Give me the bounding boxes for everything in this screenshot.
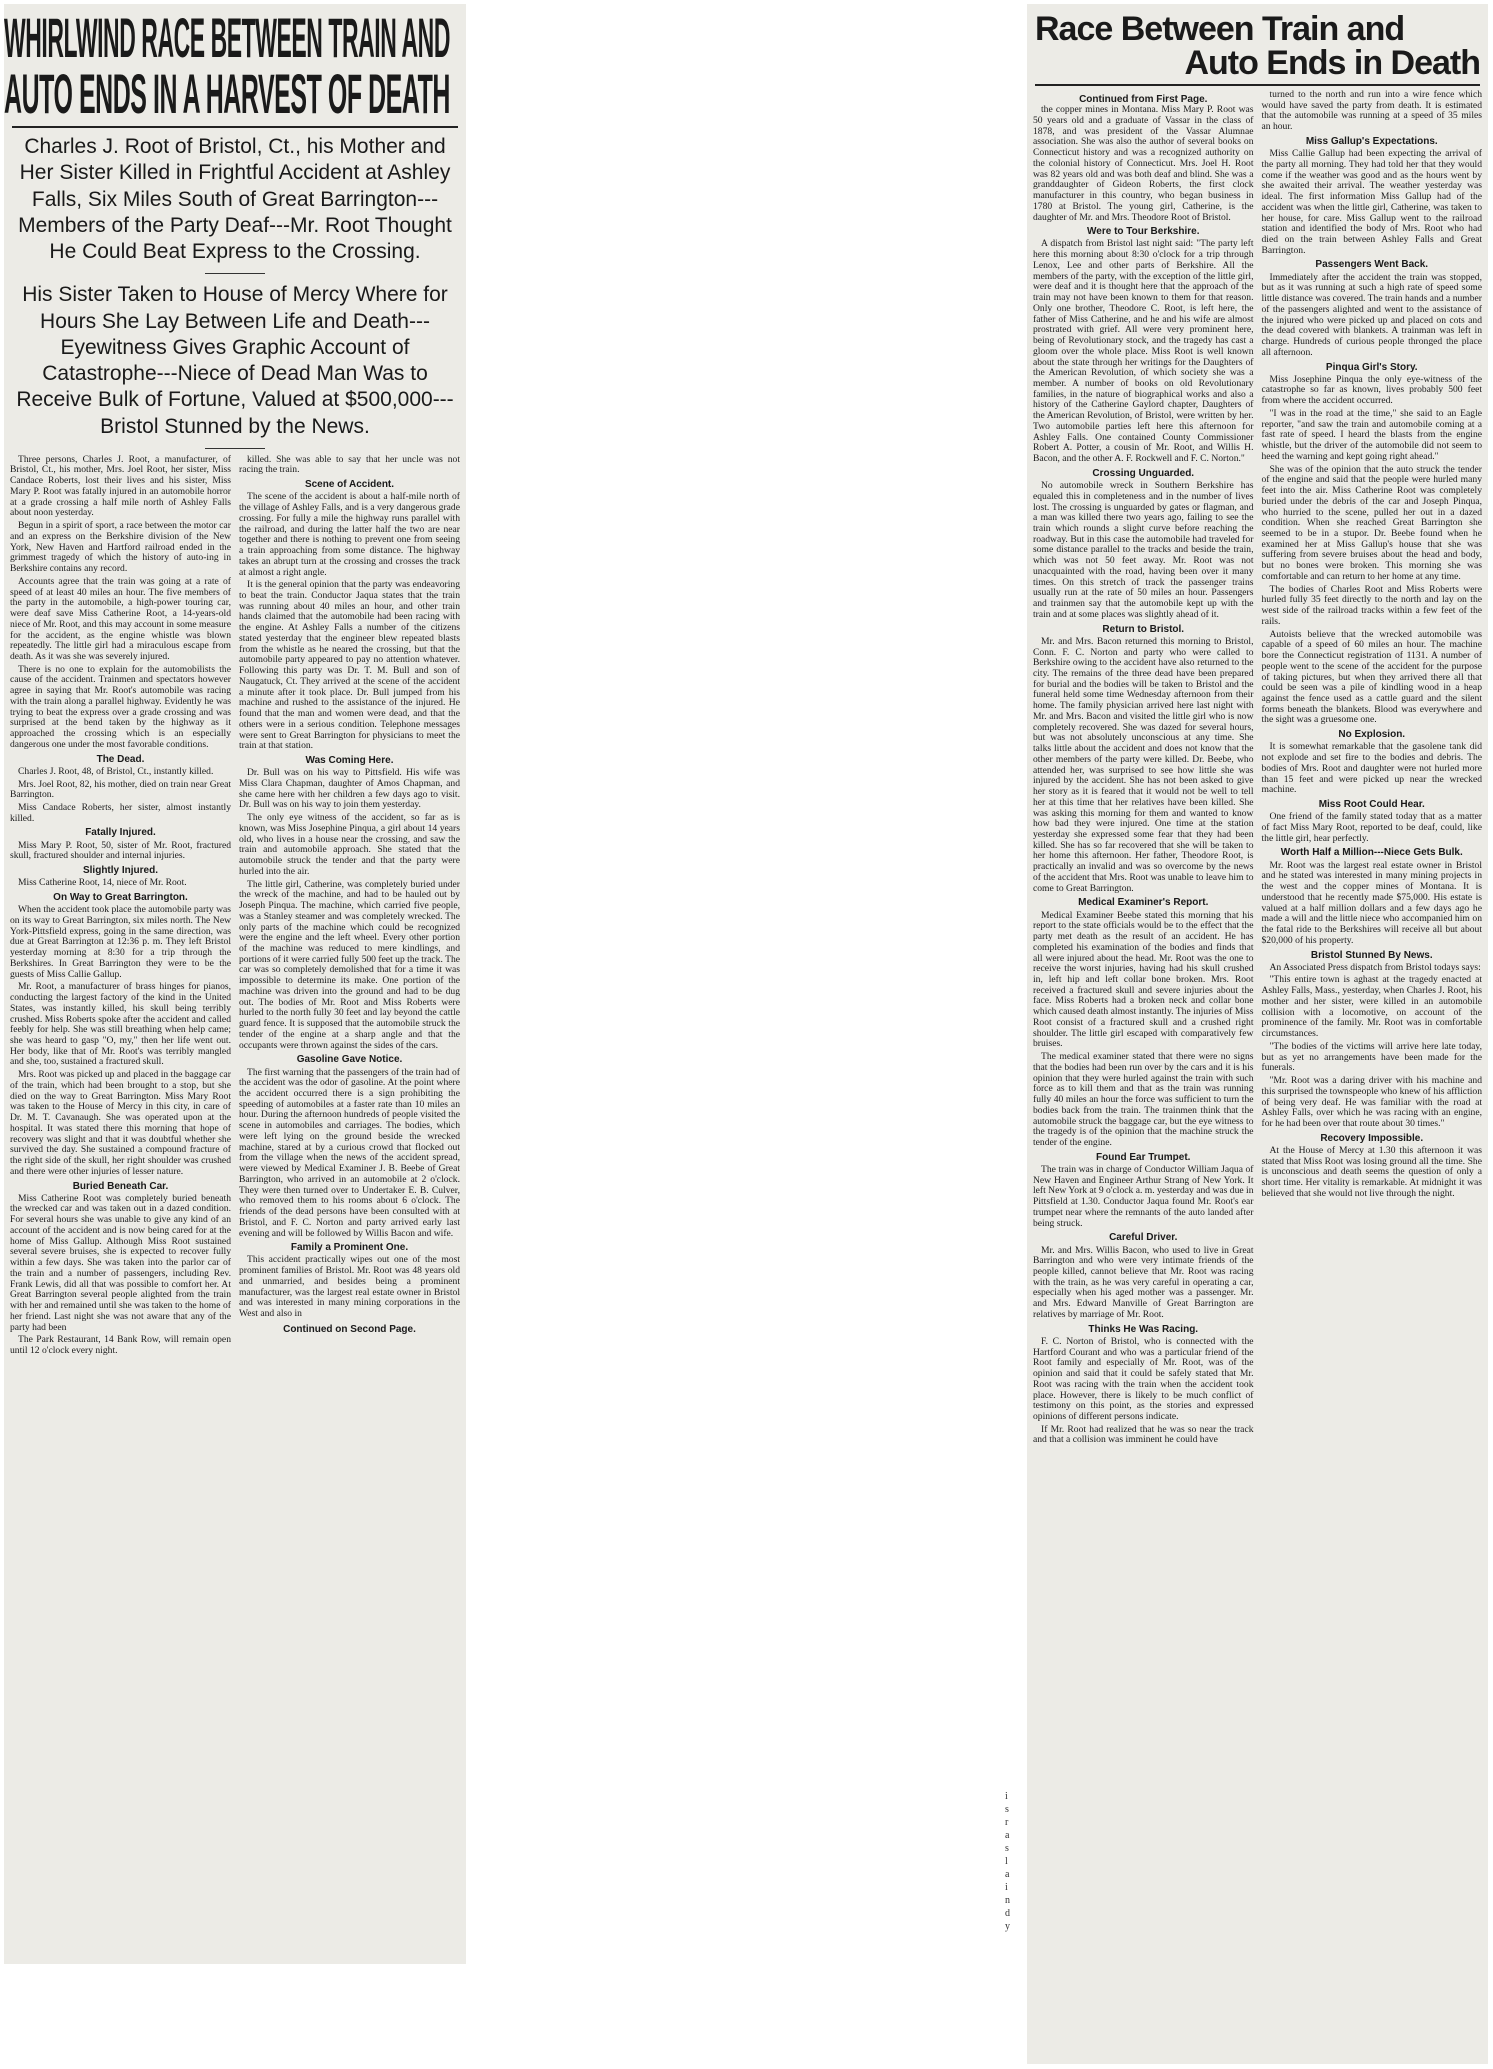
deck-divider xyxy=(205,273,265,274)
article-paragraph: Miss Candace Roberts, her sister, almost instantly killed. xyxy=(10,801,231,824)
article-column-1 xyxy=(10,455,231,1359)
article-paragraph: Mr. Root was the largest real estate owner in Bristol and he stated was interested in many mining projects in the west and the copper mines of Montana. It is understood that he recently made $75,000. His estate is valued at a half million dollars and a few days ago he made a will and the little niece who accompanied him on the fatal ride to the Berkshires will receive all but about $20,000 of his property. xyxy=(1261,859,1482,946)
article-paragraph: Accounts agree that the train was going at a rate of speed of at least 40 miles an hour. The five members of the party in the automobile, a high-power touring car, were deaf save Miss Catherine Root, a 14-years-old niece of Mr. Root, and this may account in some measure for the accident, as the engine whistle was blown repeatedly. The little girl had a miraculous escape from death. As it was she was severely injured. xyxy=(10,575,231,662)
section-subhead: Scene of Accident. xyxy=(304,479,395,491)
article-paragraph: F. C. Norton of Bristol, who is connected with the Hartford Courant and who was a particular friend of the Root family and especially of Mr. Root, was of the opinion and said that it could be safely stated that Mr. Root was racing with the train when the accident took place. However, there is likely to be much conflict of testimony on this point, as the stories and expressed opinions of different persons indicate. xyxy=(1033,1335,1254,1423)
edge-letter: a xyxy=(1005,1869,1010,1880)
continued-note: Continued from First Page. xyxy=(1079,94,1208,105)
section-subhead: Worth Half a Million---Niece Gets Bulk. xyxy=(1280,847,1463,859)
article-paragraph: At the House of Mercy at 1.30 this afternoon it was stated that Miss Root was losing ground all the time. She is unconscious and death seems the question of only a short time. Her vitality is remarkable. At midnight it was believed that she would not live through the night. xyxy=(1261,1144,1482,1199)
main-headline xyxy=(4,4,466,125)
section-subhead: Slightly Injured. xyxy=(82,865,158,877)
section-subhead: Were to Tour Berkshire. xyxy=(1087,226,1200,238)
article-paragraph: It is the general opinion that the party was endeavoring to beat the train. Conductor Jaqua states that the train was running about 40 miles an hour, and other train hands claimed that the automobile had been racing with the engine. At Ashley Falls a number of the citizens stated yesterday that the engineer blew repeated blasts from the whistle as he neared the crossing, but that the automobile party appeared to pay no attention whatever. Following this party was Dr. T. M. Bull and son of Naugatuck, Ct. They arrived at the scene of the accident a minute after it took place. Dr. Bull jumped from his machine and rushed to the assistance of the injured. He found that the man and women were dead, and that the others were in a serious condition. Telephone messages were sent to Great Barrington for physicians to meet the train at that station. xyxy=(239,579,460,752)
deck-primary: Charles J. Root of Bristol, Ct., his Mother and Her Sister Killed in Frightful Accident at Ashley Falls, Six Miles South of Great Barrington---Members of the Party Deaf---Mr. Root Thought He Could Beat Express to the Crossing. xyxy=(18,135,452,263)
article-paragraph: The train was in charge of Conductor William Jaqua of New Haven and Engineer Arthur Strang of New York. It left New York at 9 o'clock a. m. yesterday and was due in Pittsfield at 1.30. Conductor Jaqua found Mr. Root's ear trumpet near where the remnants of the auto landed after being struck. xyxy=(1033,1163,1254,1229)
article-paragraph: The bodies of Charles Root and Miss Roberts were hurled fully 35 feet directly to the north and lay on the west side of the railroad tracks within a few feet of the rails. xyxy=(1261,583,1482,627)
continuation-headline-line-1: Race Between Train and xyxy=(1035,10,1405,48)
edge-letter: n xyxy=(1005,1895,1010,1906)
article-paragraph: Immediately after the accident the train was stopped, but as it was running at such a high rate of speed some little distance was covered. The train hands and a number of the passengers alighted and went to the assistance of the injured who were picked up and placed on cots and the dead covered with blankets. A trainman was left in charge. Hundreds of curious people thronged the place all afternoon. xyxy=(1261,271,1482,358)
article-paragraph: The only eye witness of the accident, so far as is known, was Miss Josephine Pinqua, a girl about 14 years old, who lives in a house near the crossing, and saw the train and automobile approach. She stated that the automobile struck the tender and that the party were hurled into the air. xyxy=(239,812,460,877)
article-paragraph: One friend of the family stated today that as a matter of fact Miss Mary Root, reported to be deaf, could, like the little girl, hear perfectly. xyxy=(1261,811,1482,844)
edge-letter: i xyxy=(1005,1791,1008,1802)
continuation-clipping xyxy=(1027,4,1488,2064)
article-paragraph: the copper mines in Montana. Miss Mary P. Root was 50 years old and a graduate of Vassar in the class of 1878, and was president of the Vassar Alumnae association. She was also the author of several books on Connecticut history and was a recognized authority on the colonial history of Connecticut. Mrs. Joel H. Root was 82 years old and was both deaf and blind. She was a granddaughter of Gideon Roberts, the first clock manufacturer in this country, who began business in 1780 at Bristol. The young girl, Catherine, is the daughter of Mr. and Mrs. Theodore Root of Bristol. xyxy=(1033,104,1254,223)
continuation-rule xyxy=(1035,84,1480,86)
section-subhead: Return to Bristol. xyxy=(1102,623,1185,635)
article-columns xyxy=(4,455,466,1359)
section-subhead: Crossing Unguarded. xyxy=(1092,467,1195,479)
section-subhead: Miss Gallup's Expectations. xyxy=(1305,135,1438,147)
article-paragraph: Dr. Bull was on his way to Pittsfield. His wife was Miss Clara Chapman, daughter of Amos Chapman, and she came here with her children a few days ago to visit. Dr. Bull was on his way to join them yesterday. xyxy=(239,767,460,811)
article-paragraph: The little girl, Catherine, was completely buried under the wreck of the machine, and had to be hauled out by Joseph Pinqua. The machine, which carried five people, was a Stanley steamer and was completely wrecked. The only parts of the machine which could be recognized were the engine and the left wheel. Every other portion of the machine was reduced to mere kindlings, and portions of it were carried fully 500 feet up the track. The car was so completely demolished that for a time it was impossible to determine its make. One portion of the machine was driven into the ground and had to be dug out. The bodies of Mr. Root and Miss Roberts were hurled to the north fully 30 feet and lay beyond the cattle guard fence. It is supposed that the automobile struck the tender of the engine at a sharp angle and that the occupants were thrown against the sides of the cars. xyxy=(239,878,460,1051)
article-paragraph: killed. She was able to say that her uncle was not racing the train. xyxy=(239,453,460,476)
section-subhead: Careful Driver. xyxy=(1109,1232,1178,1244)
article-paragraph: The first warning that the passengers of the train had of the accident was the odor of gasoline. At the point where the accident occurred there is a sign prohibiting the speeding of automobiles at a faster rate than 10 miles an hour. During the afternoon hundreds of people visited the scene in automobiles and carriages. The bodies, which were left lying on the ground beside the wrecked machine, stared at by a curious crowd that flocked out from the village when the news of the accident spread, were viewed by Medical Examiner J. B. Beebe of Great Barrington, who arrived in an automobile at 2 o'clock. They were then turned over to Undertaker E. B. Culver, who removed them to his rooms about 6 o'clock. The friends of the dead persons have been consulted with at Bristol, and F. C. Norton and party arrived early last evening and will be followed by Willis Bacon and wife. xyxy=(239,1066,460,1239)
article-paragraph: Miss Catherine Root was completely buried beneath the wrecked car and was taken out in a dazed condition. For several hours she was unable to give any kind of an account of the accident and is now being cared for at the home of Miss Gallup. Although Miss Root sustained several severe bruises, she is expected to recover fully within a few days. She was taken into the parlor car of the train and a number of passengers, including Rev. Frank Lewis, did all that was possible to comfort her. At Great Barrington several people alighted from the train with her and remained until she was taken to the home of her friend. Last night she was not aware that any of the party had been xyxy=(10,1192,231,1333)
article-paragraph: Mr. Root, a manufacturer of brass hinges for pianos, conducting the largest factory of the kind in the United States, was instantly killed, his skull being terribly crushed. Miss Roberts spoke after the accident and called feebly for help. She was still breathing when help came; she was heard to gasp "O, my," then her life went out. Her body, like that of Mr. Root's was terribly mangled and she, too, sustained a fractured skull. xyxy=(10,981,231,1068)
article-paragraph: Autoists believe that the wrecked automobile was capable of a speed of 60 miles an hour. The machine bore the Connecticut registration of 1131. A number of people went to the scene of the accident for the purpose of taking pictures, but when they arrived there all that could be seen was a pile of kindling wood in a heap against the fence used as a cattle guard and the silent forms beneath the blankets. Blood was everywhere and the sight was a gruesome one. xyxy=(1261,628,1482,726)
article-paragraph: Miss Callie Gallup had been expecting the arrival of the party all morning. They had told her that they would come if the weather was good and as the hours went by she awaited their arrival. The weather yesterday was ideal. The first information Miss Gallup had of the accident was when the little girl, Catherine, was taken to her house, for care. Miss Gallup went to the railroad station and identified the body of Mrs. Root who had died on the train between Ashley Falls and Great Barrington. xyxy=(1261,148,1482,256)
article-paragraph: Mr. and Mrs. Bacon returned this morning to Bristol, Conn. F. C. Norton and party who were called to Berkshire owing to the accident have also returned to the city. The remains of the three dead have been prepared for burial and the bodies will be taken to Bristol and the funeral held some time Wednesday afternoon from their home. The family physician arrived here last night with Mr. and Mrs. Bacon and visited the little girl who is now completely recovered. She was dazed for several hours, but was not absolutely unconscious at any time. She talks little about the accident and does not know that the other members of the party were killed. Dr. Beebe, who attended her, was surprised to see how little she was injured by the accident. She has not been asked to give her story as it is feared that it would not be well to tell her at this time that her relatives have been killed. She was asking this morning for them and wanted to know how bad they were injured. One time at the station yesterday she expressed some fear that they had been killed. She has so far recovered that she will be taken to her home this afternoon. Her father, Theodore Root, is practically an invalid and was so overcome by the news of the accident that Mrs. Root was unable to leave him to come to Great Barrington. xyxy=(1033,635,1254,894)
edge-letter: s xyxy=(1005,1843,1009,1854)
article-paragraph: Miss Catherine Root, 14, niece of Mr. Root. xyxy=(18,877,187,889)
edge-letter: s xyxy=(1005,1804,1009,1815)
continuation-column-1 xyxy=(1033,90,1254,1448)
section-subhead: Found Ear Trumpet. xyxy=(1096,1151,1191,1163)
edge-letter: i xyxy=(1005,1882,1008,1893)
section-subhead: Was Coming Here. xyxy=(305,755,394,767)
article-paragraph: "The bodies of the victims will arrive here late today, but as yet no arrangements have been made for the funerals. xyxy=(1261,1040,1482,1074)
continuation-headline xyxy=(1027,4,1488,80)
headline-line-1: WHIRLWIND RACE BETWEEN TRAIN AND xyxy=(4,6,450,69)
section-subhead: The Dead. xyxy=(96,753,145,765)
article-paragraph: Miss Josephine Pinqua the only eye-witness of the catastrophe so far as known, lives probably 500 feet from where the accident occurred. xyxy=(1261,373,1482,407)
article-paragraph: If Mr. Root had realized that he was so near the track and that a collision was imminent he could have xyxy=(1033,1423,1254,1446)
article-paragraph: An Associated Press dispatch from Bristol todays says: xyxy=(1269,961,1481,973)
deck-secondary: His Sister Taken to House of Mercy Where for Hours She Lay Between Life and Death---Eyewitness Gives Graphic Account of Catastrophe---Niece of Dead Man Was to Receive Bulk of Fortune, Valued at $500,000---Bristol Stunned by the News. xyxy=(16,283,454,438)
section-subhead: Thinks He Was Racing. xyxy=(1088,1323,1199,1335)
section-subhead: Fatally Injured. xyxy=(85,827,156,839)
article-paragraph: When the accident took place the automobile party was on its way to Great Barrington, six miles north. The New York-Pittsfield express, going in the same direction, was due at Great Barrington at 12:36 p. m. They left Bristol yesterday morning at 8:30 for a trip through the Berkshires. In Great Barrington they were to be the guests of Miss Callie Gallup. xyxy=(10,904,231,980)
article-paragraph: Mrs. Joel Root, 82, his mother, died on train near Great Barrington. xyxy=(10,778,231,801)
edge-letter: a xyxy=(1005,1830,1010,1841)
article-paragraph: turned to the north and run into a wire fence which would have saved the party from death. It is estimated that the automobile was running at a speed of 35 miles an hour. xyxy=(1261,89,1482,133)
article-paragraph: Charles J. Root, 48, of Bristol, Ct., instantly killed. xyxy=(18,765,214,777)
edge-letter: y xyxy=(1005,1921,1010,1932)
section-subhead: Medical Examiner's Report. xyxy=(1078,897,1209,909)
section-subhead: Bristol Stunned By News. xyxy=(1310,949,1433,961)
article-paragraph: The Park Restaurant, 14 Bank Row, will remain open until 12 o'clock every night. xyxy=(10,1334,231,1357)
adjacent-page-edge-text xyxy=(1005,1790,1023,1933)
article-paragraph: "I was in the road at the time," she said to an Eagle reporter, "and saw the train and automobile coming at a fast rate of speed. I heard the blasts from the engine whistle, but the driver of the automobile did not seem to heed the warning and kept going right ahead." xyxy=(1261,407,1482,462)
article-paragraph: Medical Examiner Beebe stated this morning that his report to the state officials would be to the effect that the party met death as the result of an accident. He has completed his examination of the bodies and finds that all were injured about the head. Mr. Root was the one to receive the worst injuries, having had his skull crushed in, left hip and left collar bone broken. Mrs. Root received a fractured skull and severe injuries about the face. Miss Roberts had a broken neck and collar bone which caused death almost instantly. The injuries of Miss Root consist of a fractured skull and a crushed right shoulder. The little girl escaped with comparatively few bruises. xyxy=(1033,909,1254,1050)
section-subhead: Miss Root Could Hear. xyxy=(1318,799,1425,811)
section-subhead: No Explosion. xyxy=(1338,729,1406,741)
article-paragraph: No automobile wreck in Southern Berkshire has equaled this in completeness and in the number of lives lost. The crossing is unguarded by gates or flagman, and a man was killed there two years ago, failing to see the train which rounds a slight curve before reaching the roadway. But in this case the automobile had traveled for some distance parallel to the tracks and beside the train, which was not 50 feet away. Mr. Root was not unacquainted with the road, having been over it many times. On this stretch of track the passenger trains usually run at the rate of 50 miles an hour. Passengers and trainmen say that the automobile kept up with the train and at some places was slightly ahead of it. xyxy=(1033,480,1254,620)
article-paragraph: There is no one to explain for the automobilists the cause of the accident. Trainmen and spectators however agree in saying that Mr. Root's automobile was racing with the train along a parallel highway. Evidently he was trying to beat the express over a grade crossing and was surprised at the bend taken by the highway as it approached the crossing which is an especially dangerous one under the most favorable conditions. xyxy=(10,663,231,750)
continued-note: Continued on Second Page. xyxy=(283,1323,416,1335)
headline-line-2: AUTO ENDS IN A HARVEST OF DEATH xyxy=(4,62,450,125)
headline-rule xyxy=(12,126,458,128)
deck-divider-2 xyxy=(205,448,265,449)
article-paragraph: Mrs. Root was picked up and placed in the baggage car of the train, which had been brought to a stop, but she died on the way to Great Barrington. Miss Mary Root was taken to the House of Mercy in this city, in care of Dr. M. T. Cavanaugh. She was operated upon at the hospital. It was stated there this morning that hope of recovery was slight and that it was doubtful whether she survived the day. She sustained a compound fracture of the right side of the skull, her right shoulder was crushed and there were other injuries of lesser nature. xyxy=(10,1069,231,1177)
article-paragraph: This accident practically wipes out one of the most prominent families of Bristol. Mr. Root was 48 years old and unmarried, and besides being a prominent manufacturer, was the largest real estate owner in Bristol and was interested in many mining corporations in the West and also in xyxy=(239,1254,460,1320)
edge-letter: r xyxy=(1005,1817,1009,1828)
article-paragraph: It is somewhat remarkable that the gasolene tank did not explode and set fire to the bodies and debris. The bodies of Mrs. Root and daughter were not hurled more than 15 feet and were picked up near the wrecked machine. xyxy=(1261,741,1482,796)
edge-letter: l xyxy=(1005,1856,1008,1867)
article-paragraph: A dispatch from Bristol last night said: "The party left here this morning about 8:30 o'clock for a trip through Lenox, Lee and other parts of Berkshire. All the members of the party, with the exception of the little girl, were deaf and it is thought here that the approach of the train may not have been known to them for that reason. Only one brother, Theodore C. Root, is left here, the father of Miss Catherine, and he and his wife are almost prostrated with grief. All were very prominent here, being of Revolutionary stock, and the tragedy has cast a gloom over the whole place. Miss Root is well known about the state through her writings for the Daughters of the American Revolution, of which society she was a member. A number of books on old Revolutionary families, in the nature of biographical works and also a history of the Catherine Gaylord chapter, Daughters of the American Revolution, of Bristol, were written by her. Two automobile parties left here this afternoon for Ashley Falls. One contained County Commissioner Robert A. Potter, a cousin of Mr. Root, and Willis H. Bacon, and the other A. F. Rockwell and F. C. Norton." xyxy=(1033,238,1254,465)
continuation-column-2 xyxy=(1262,90,1483,1448)
continuation-headline-line-2: Auto Ends in Death xyxy=(1184,44,1480,82)
article-paragraph: The medical examiner stated that there were no signs that the bodies had been run over by the cars and it is his opinion that they were hurled against the train with such force as to kill them and that as the train was running fully 40 miles an hour the force was sufficient to turn the bodies back from the train. The trainmen think that the automobile struck the baggage car, but the eye witness to the tragedy is of the opinion that the machine struck the tender of the engine. xyxy=(1033,1051,1254,1149)
article-paragraph: Begun in a spirit of sport, a race between the motor car and an express on the Berkshire division of the New York, New Haven and Hartford railroad ended in the grimmest tragedy of which the history of auto-ing in Berkshire contains any record. xyxy=(10,520,231,575)
section-subhead: On Way to Great Barrington. xyxy=(53,892,188,904)
section-subhead: Recovery Impossible. xyxy=(1320,1132,1424,1144)
article-paragraph: Mr. and Mrs. Willis Bacon, who used to live in Great Barrington and who were very intimate friends of the people killed, cannot believe that Mr. Root was racing with the train, as he was very careful in operating a car, especially when his aged mother was a passenger. Mr. and Mrs. Edward Manville of Great Barrington are relatives by marriage of Mr. Root. xyxy=(1033,1244,1254,1320)
article-paragraph: "This entire town is aghast at the tragedy enacted at Ashley Falls, Mass., yesterday, when Charles J. Root, his mother and her sister, were killed in an automobile collision with a locomotive, on account of the prominence of the family. Mr. Root was in comfortable circumstances. xyxy=(1261,974,1482,1040)
article-paragraph: Miss Mary P. Root, 50, sister of Mr. Root, fractured skull, fractured shoulder and internal injuries. xyxy=(10,839,231,862)
section-subhead: Pinqua Girl's Story. xyxy=(1325,361,1418,373)
section-subhead: Buried Beneath Car. xyxy=(72,1180,169,1192)
continuation-columns xyxy=(1027,90,1488,1448)
section-subhead: Passengers Went Back. xyxy=(1315,259,1429,271)
article-column-2 xyxy=(239,455,460,1359)
article-paragraph: Three persons, Charles J. Root, a manufacturer, of Bristol, Ct., his mother, Mrs. Joel Root, her sister, Miss Candace Roberts, lost their lives and his sister, Miss Mary P. Root was fatally injured in an automobile horror at a grade crossing a half mile north of Ashley Falls about noon yesterday. xyxy=(10,453,231,519)
article-paragraph: "Mr. Root was a daring driver with his machine and this surprised the townspeople who knew of his affliction of being very deaf. He was familiar with the road at Ashley Falls, over which he was racing with an engine, for he had been over that route about 30 times." xyxy=(1261,1075,1482,1129)
front-page-clipping xyxy=(4,4,466,1964)
article-paragraph: The scene of the accident is about a half-mile north of the village of Ashley Falls, and is a very dangerous grade crossing. For fully a mile the highway runs parallel with the railroad, and during the latter half the two are near together and there is nothing to prevent one from seeing a train approaching from some distance. The highway takes an abrupt turn at the crossing and crosses the track at almost a right angle. xyxy=(239,491,460,578)
article-paragraph: She was of the opinion that the auto struck the tender of the engine and said that the people were hurled many feet into the air. Miss Catherine Root was completely buried under the debris of the car and Joseph Pinqua, who hurried to the scene, pulled her out in a dazed condition. When she reached Great Barrington she seemed to be in a stupor. Dr. Beebe found when he examined her at Miss Gallup's house that she was suffering from severe bruises about the head and body, but no bones were broken. This morning she was comfortable and can return to her home at any time. xyxy=(1261,463,1482,582)
section-subhead: Family a Prominent One. xyxy=(290,1242,409,1254)
section-subhead: Gasoline Gave Notice. xyxy=(296,1054,403,1066)
edge-letter: d xyxy=(1005,1908,1010,1919)
